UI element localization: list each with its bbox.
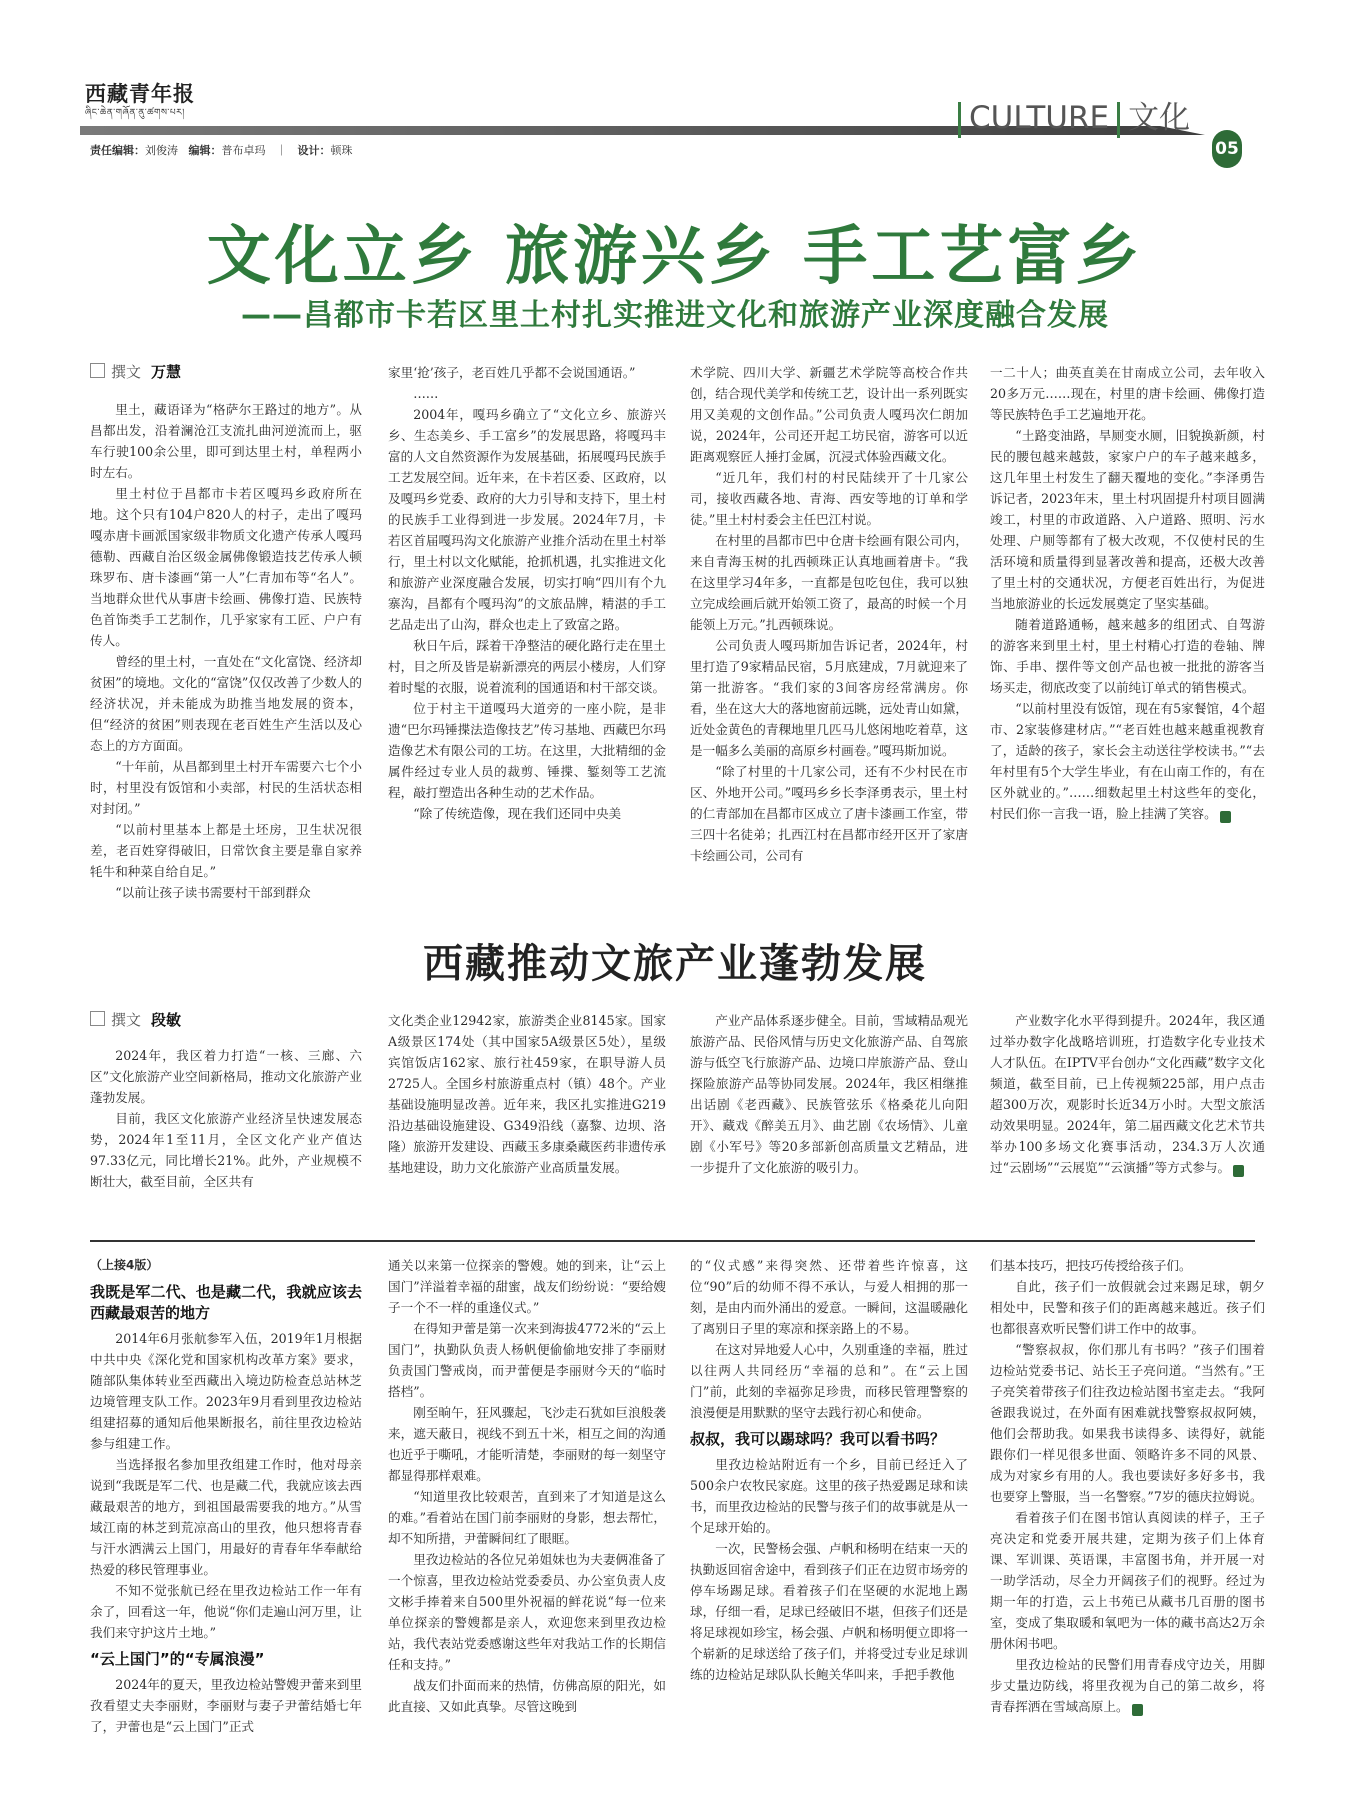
paragraph: 在村里的昌都市巴中仓唐卡绘画有限公司内，来自青海玉树的扎西顿珠正认真地画着唐卡。“我在这里学习4年多，一直都是包吃包住，我可以独立完成绘画后就开始领工资了，最高的时候一个月能领上万元。”扎西顿珠说。 bbox=[690, 533, 968, 632]
paragraph: 产业产品体系逐步健全。目前，雪域精品观光旅游产品、民俗风情与历史文化旅游产品、自驾旅游与低空飞行旅游产品、边境口岸旅游产品、登山探险旅游产品等协同发展。2024年，我区相继推出话剧《老西藏》、民族管弦乐《格桑花儿向阳开》、藏戏《醉美五月》、曲艺剧《农场情》、儿童剧《小军号》等20多部新创高质量文艺精品，进一步提升了文化旅游的吸引力。 bbox=[690, 1013, 968, 1175]
article2-column-2 bbox=[388, 1010, 666, 1178]
paragraph: 们基本技巧，把技巧传授给孩子们。 bbox=[990, 1258, 1192, 1273]
paragraph bbox=[990, 1010, 1268, 1178]
section-divider-rule bbox=[90, 1240, 1255, 1242]
paragraph: “以前村里基本上都是土坯房，卫生状况很差，老百姓穿得破旧，日常饮食主要是靠自家养牦牛和种菜自给自足。” bbox=[90, 822, 362, 879]
paragraph: 2024年的夏天，里孜边检站警嫂尹蕾来到里孜看望丈夫李丽财，李丽财与妻子尹蕾结婚七年了，尹蕾也是“云上国门”正式 bbox=[90, 1677, 362, 1734]
paragraph: 战友们扑面而来的热情，仿佛高原的阳光，如此直接、又如此真挚。尽管这晚到 bbox=[388, 1678, 666, 1714]
paragraph-text: 产业数字化水平得到提升。2024年，我区通过举办数字化战略培训班，打造数字化专业技术人才队伍。在IPTV平台创办“文化西藏”数字文化频道，截至目前，已上传视频225部，用户点击超300万次，观影时长近34万小时。大型文旅活动效果明显。2024年，第二届西藏文化艺术节共举办100多场文化赛事活动，234.3万人次通过“云剧场”“云展览”“云演播”等方式参与。 bbox=[990, 1013, 1265, 1175]
article2-headline: 西藏推动文旅产业蓬勃发展 bbox=[423, 940, 927, 987]
end-mark-icon: 《 bbox=[1233, 1165, 1244, 1177]
byline-box-icon bbox=[90, 1011, 105, 1026]
end-mark-icon: 《 bbox=[1220, 811, 1231, 823]
article3-column-2 bbox=[388, 1255, 666, 1717]
paragraph: 随着道路通畅，越来越多的组团式、自驾游的游客来到里土村，里土村精心打造的卷轴、牌饰、手串、摆件等文创产品也被一批批的游客当场买走，彻底改变了以前纯订单式的销售模式。 bbox=[990, 617, 1265, 695]
paragraph: 文化类企业12942家，旅游类企业8145家。国家A级景区174处（其中国家5A级景区5处），星级宾馆饭店162家、旅行社459家，在职导游人员2725人。全国乡村旅游重点村（镇）48个。产业基础设施明显改善。近年来，我区扎实推进G219沿边基础设施建设、G349沿线（嘉黎、边坝、洛隆）旅游开发建设、西藏玉多康桑藏医药非遗传承基地建设，助力文化旅游产业高质量发展。 bbox=[388, 1013, 666, 1175]
paragraph: 在得知尹蕾是第一次来到海拔4772米的“云上国门”，执勤队负责人杨帆便偷偷地安排了李丽财负责国门警戒岗，而尹蕾便是李丽财今天的“临时搭档”。 bbox=[388, 1321, 666, 1399]
editor-label: 责任编辑： bbox=[90, 144, 145, 157]
copyeditor-name: 普布卓玛 bbox=[221, 144, 266, 157]
page-number-badge: 05 bbox=[1212, 130, 1242, 168]
byline-box-icon bbox=[90, 363, 105, 378]
paragraph-text: “以前村里没有饭馆，现在有5家餐馆，4个超市、2家装修建材店。”“老百姓也越来越重视教育了，适龄的孩子，家长会主动送往学校读书。”“去年村里有5个大学生毕业，有在山南工作的，有在区外就业的。”……细数起里土村这些年的变化，村民们你一言我一语，脸上挂满了笑容。 bbox=[990, 701, 1265, 821]
paragraph: “除了村里的十几家公司，还有不少村民在市区、外地开公司。”嘎玛乡乡长李泽勇表示，里土村的仁青部加在昌都市区成立了唐卡漆画工作室，带三四十名徒弟；扎西江村在昌都市经开区开了家唐卡绘画公司，公司有 bbox=[690, 764, 968, 863]
paragraph: 自此，孩子们一放假就会过来踢足球，朝夕相处中，民警和孩子们的距离越来越近。孩子们也都很喜欢听民警们讲工作中的故事。 bbox=[990, 1279, 1265, 1336]
paragraph: 看着孩子们在图书馆认真阅读的样子，王子亮决定和党委开展共建，定期为孩子们上体育课、军训课、英语课，丰富图书角，并开展一对一助学活动，尽全力开阔孩子们的视野。经过为期一年的打造，云上书苑已从藏书几百册的图书室，变成了集取暖和氧吧为一体的藏书高达2万余册休闲书吧。 bbox=[990, 1510, 1265, 1651]
editor-credits bbox=[90, 142, 353, 158]
article1-byline bbox=[90, 362, 362, 383]
paragraph: 当选择报名参加里孜组建工作时，他对母亲说到“我既是军二代、也是藏二代，我就应该去西藏最艰苦的地方，到祖国最需要我的地方。”从雪域江南的林芝到荒凉高山的里孜，他只想将青春与汗水洒满云上国门，用最好的青春年华奉献给热爱的移民管理事业。 bbox=[90, 1457, 362, 1577]
paragraph: “十年前，从昌都到里土村开车需要六七个小时，村里没有饭馆和小卖部，村民的生活状态相对封闭。” bbox=[90, 759, 362, 816]
paragraph: 里土，藏语译为“格萨尔王路过的地方”。从昌都出发，沿着澜沧江支流扎曲河逆流而上，驱车行驶100余公里，即可到达里土村，单程两小时左右。 bbox=[90, 402, 362, 480]
paragraph: 的“仪式感”来得突然、还带着些许惊喜，这位“90”后的幼师不得不承认，与爱人相拥的那一刻，是由内而外涌出的爱意。一瞬间，这温暖融化了离别日子里的寒凉和探亲路上的不易。 bbox=[690, 1258, 968, 1336]
byline-label: 撰文 bbox=[111, 363, 142, 381]
article2-author: 段敏 bbox=[151, 1011, 182, 1029]
byline-label: 撰文 bbox=[111, 1011, 142, 1029]
paragraph: 公司负责人嘎玛斯加告诉记者，2024年，村里打造了9家精品民宿，5月底建成，7月就迎来了第一批游客。“我们家的3间客房经常满房。你看，坐在这大大的落地窗前远眺，远处青山如黛，近处金黄色的青稞地里几匹马儿悠闲地吃着草，这是一幅多么美丽的高原乡村画卷。”嘎玛斯加说。 bbox=[690, 638, 968, 758]
paragraph: 里孜边检站附近有一个乡，目前已经迁入了500余户农牧民家庭。这里的孩子热爱踢足球和读书，而里孜边检站的民警与孩子们的故事就是从一个足球开始的。 bbox=[690, 1457, 968, 1535]
paragraph: “土路变油路，旱厕变水厕，旧貌换新颜，村民的腰包越来越鼓，家家户户的车子越来越多，这几年里土村发生了翻天覆地的变化。”李泽勇告诉记者，2023年末，里土村巩固提升村项目圆满竣工，村里的市政道路、入户道路、照明、污水处理、户厕等都有了极大改观，不仅使村民的生活环境和质量得到显著改善和提高，还极大改善了里土村的交通状况，方便老百姓出行，为促进当地旅游业的长远发展奠定了坚实基础。 bbox=[990, 428, 1265, 611]
paragraph: 通关以来第一位探亲的警嫂。她的到来，让“云上国门”洋溢着幸福的甜蜜，战友们纷纷说：“要给嫂子一个不一样的重逢仪式。” bbox=[388, 1258, 666, 1315]
paragraph: 术学院、四川大学、新疆艺术学院等高校合作共创，结合现代美学和传统工艺，设计出一系列既实用又美观的文创作品。”公司负责人嘎玛次仁朗加说，2024年，公司还开起工坊民宿，游客可以近距离观察匠人捶打金属，沉浸式体验西藏文化。 bbox=[690, 365, 968, 464]
paragraph: “近几年，我们村的村民陆续开了十几家公司，接收西藏各地、青海、西安等地的订单和学徒。”里土村村委会主任巴江村说。 bbox=[690, 470, 968, 527]
masthead-tibetan-subtitle: ཞིང་ཆེན་གཞོན་ནུ་ཚགས་པར། bbox=[85, 108, 185, 118]
article2-column-1 bbox=[90, 1010, 362, 1192]
paragraph: 2024年，我区着力打造“一核、三廊、六区”文化旅游产业空间新格局，推动文化旅游产业蓬勃发展。 bbox=[90, 1048, 362, 1105]
paragraph: “以前让孩子读书需要村干部到群众 bbox=[115, 885, 311, 900]
paragraph: 2004年，嘎玛乡确立了“文化立乡、旅游兴乡、生态美乡、手工富乡”的发展思路，将嘎玛丰富的人文自然资源作为发展基础，拓展嘎玛民族手工艺发展空间。近年来，在卡若区委、区政府，以及嘎玛乡党委、政府的大力引导和支持下，里土村的民族手工业得到进一步发展。2024年7月，卡若区首届嘎玛沟文化旅游产业推介活动在里土村举行，里土村以文化赋能，抢抓机遇，扎实推进文化和旅游产业深度融合发展，切实打响“四川有个九寨沟，昌都有个嘎玛沟”的文旅品牌，精湛的手工艺品走出了山沟，群众也走上了致富之路。 bbox=[388, 407, 666, 632]
article2-column-3 bbox=[690, 1010, 968, 1178]
design-label: 设计： bbox=[297, 144, 331, 157]
section-divider bbox=[958, 102, 961, 138]
paragraph: “除了传统造像，现在我们还同中央美 bbox=[413, 806, 622, 821]
copyeditor-label: 编辑： bbox=[188, 144, 222, 157]
article1-column-4 bbox=[990, 362, 1265, 824]
section-label-en: CULTURE bbox=[969, 100, 1110, 136]
paragraph: 不知不觉张航已经在里孜边检站工作一年有余了，回看这一年，他说“你们走遍山河万里，让我们来守护这片土地。” bbox=[90, 1583, 362, 1640]
article3-column-1 bbox=[90, 1255, 362, 1737]
article2-column-4 bbox=[990, 1010, 1268, 1178]
paragraph: “警察叔叔，你们那儿有书吗？”孩子们围着边检站党委书记、站长王子亮问道。“当然有。”王子亮笑着带孩子们往孜边检站图书室走去。“我阿爸跟我说过，在外面有困难就找警察叔叔阿姨，他们会帮助我。如果我书读得多、读得好，就能跟你们一样见很多世面、领略许多不同的风景、成为对家乡有用的人。我也要读好多好多书，我也要穿上警服，当一名警察。”7岁的德庆拉姆说。 bbox=[990, 1342, 1265, 1504]
paragraph: 刚至晌午，狂风骤起，飞沙走石犹如巨浪般袭来，遮天蔽日，视线不到五十米，相互之间的沟通也近乎于嘶吼，才能听清楚，李丽财的每一刻坚守都显得那样艰难。 bbox=[388, 1405, 666, 1483]
article1-subheadline: ——昌都市卡若区里土村扎实推进文化和旅游产业深度融合发展 bbox=[241, 298, 1109, 333]
design-name: 顿珠 bbox=[330, 144, 353, 157]
article3-column-4 bbox=[990, 1255, 1265, 1717]
article1-column-2 bbox=[388, 362, 666, 824]
editor-name: 刘俊涛 bbox=[145, 144, 178, 157]
article2-byline bbox=[90, 1010, 362, 1031]
article3-heading-2: “云上国门”的“专属浪漫” bbox=[90, 1650, 265, 1668]
paragraph: 秋日午后，踩着干净整洁的硬化路行走在里土村，目之所及皆是崭新漂亮的两层小楼房，人们穿着时髦的衣服，说着流利的国通语和村干部交谈。 bbox=[388, 638, 666, 695]
paragraph: 曾经的里土村，一直处在“文化富饶、经济却贫困”的境地。文化的“富饶”仅仅改善了少数人的经济状况，并未能成为助推当地发展的资本，但“经济的贫困”则表现在老百姓生产生活以及心态上的方方面面。 bbox=[90, 654, 362, 753]
paragraph-text: 里孜边检站的民警们用青春戍守边关，用脚步丈量边防线，将里孜视为自己的第二故乡，将青春挥洒在雪域高原上。 bbox=[990, 1657, 1265, 1714]
paragraph: 位于村主干道嘎玛大道旁的一座小院，是非遗“巴尔玛锤揲法造像技艺”传习基地、西藏巴尔玛造像艺术有限公司的工坊。在这里，大批精细的金属件经过专业人员的裁剪、锤揲、錾刻等工艺流程，敲打塑造出各种生动的艺术作品。 bbox=[388, 701, 666, 800]
paragraph: …… bbox=[413, 386, 439, 401]
article3-heading-3: 叔叔，我可以踢球吗？我可以看书吗？ bbox=[690, 1430, 946, 1448]
paragraph bbox=[990, 1654, 1265, 1717]
section-divider bbox=[1117, 102, 1120, 138]
end-mark-icon: 《 bbox=[1132, 1704, 1143, 1716]
paragraph: 2014年6月张航参军入伍，2019年1月根据中共中央《深化党和国家机构改革方案》要求，随部队集体转业至西藏出入境边防检查总站林芝边境管理支队工作。2023年9月看到里孜边检站组建招募的通知后他果断报名，前往里孜边检站参与组建工作。 bbox=[90, 1331, 362, 1451]
paragraph bbox=[990, 698, 1265, 824]
article1-headline: 文化立乡 旅游兴乡 手工艺富乡 bbox=[206, 220, 1144, 294]
paragraph: 里孜边检站的各位兄弟姐妹也为夫妻俩准备了一个惊喜，里孜边检站党委委员、办公室负责人皮文彬手捧着来自500里外祝福的鲜花说“每一位来单位探亲的警嫂都是亲人，欢迎您来到里孜边检站，我代表站党委感谢这些年对我站工作的长期信任和支持。” bbox=[388, 1552, 666, 1672]
paragraph: 家里‘抢’孩子，老百姓几乎都不会说国通语。” bbox=[388, 365, 636, 380]
paragraph: 里土村位于昌都市卡若区嘎玛乡政府所在地。这个只有104户820人的村子，走出了嘎玛嘎赤唐卡画派国家级非物质文化遗产传承人嘎玛德勒、西藏自治区级金属佛像锻造技艺传承人顿珠罗布、唐卡漆画“第一人”仁青加布等“名人”。当地群众世代从事唐卡绘画、佛像打造、民族特色首饰类手工艺制作，几乎家家有工匠、户户有传人。 bbox=[90, 486, 362, 648]
credits-separator: ｜ bbox=[276, 144, 287, 157]
section-label bbox=[950, 92, 1190, 138]
paragraph: 目前，我区文化旅游产业经济呈快速发展态势，2024年1至11月，全区文化产业产值达97.33亿元，同比增长21%。此外，产业规模不断壮大，截至目前，全区共有 bbox=[90, 1111, 362, 1189]
article1-column-1 bbox=[90, 362, 362, 903]
article1-author: 万慧 bbox=[151, 363, 182, 381]
paragraph: 在这对异地爱人心中，久别重逢的幸福，胜过以往两人共同经历“幸福的总和”。在“云上国门”前，此刻的幸福弥足珍贵，而移民管理警察的浪漫便是用默默的坚守去践行初心和使命。 bbox=[690, 1342, 968, 1420]
paragraph: 一二十人；曲英直美在甘南成立公司，去年收入20多万元……现在，村里的唐卡绘画、佛像打造等民族特色手工艺遍地开花。 bbox=[990, 365, 1265, 422]
paragraph: 一次，民警杨会强、卢帆和杨明在结束一天的执勤返回宿舍途中，看到孩子们正在边贸市场旁的停车场踢足球。看着孩子们在坚硬的水泥地上踢球，仔细一看，足球已经破旧不堪，但孩子们还是将足球视如珍宝，杨会强、卢帆和杨明便立即将一个崭新的足球送给了孩子们，并将受过专业足球训练的边检站足球队队长鲍关华叫来，手把手教他 bbox=[690, 1541, 968, 1682]
article1-column-3 bbox=[690, 362, 968, 866]
newspaper-masthead: 西藏青年报 bbox=[85, 81, 195, 106]
section-label-zh: 文化 bbox=[1128, 100, 1191, 136]
paragraph: “知道里孜比较艰苦，直到来了才知道是这么的难。”看着站在国门前李丽财的身影，想去帮忙，却不知所措，尹蕾瞬间红了眼眶。 bbox=[388, 1489, 666, 1546]
article3-column-3 bbox=[690, 1255, 968, 1685]
continued-from-label: （上接4版） bbox=[90, 1258, 159, 1272]
article3-heading-1: 我既是军二代、也是藏二代，我就应该去西藏最艰苦的地方 bbox=[90, 1283, 362, 1322]
